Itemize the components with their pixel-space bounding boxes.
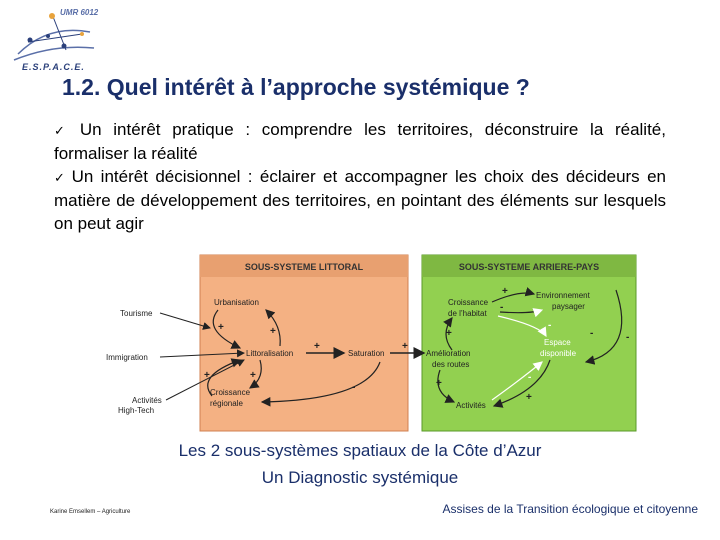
slide-title: 1.2. Quel intérêt à l’approche systémique ? (62, 74, 530, 100)
svg-text:-: - (548, 320, 552, 331)
svg-text:-: - (528, 372, 532, 383)
node-amelioration-1: Amélioration (426, 349, 471, 358)
systemic-diagram (100, 250, 648, 436)
checkmark-icon: ✓ (54, 170, 68, 185)
svg-text:+: + (218, 322, 224, 333)
svg-text:+: + (502, 286, 508, 297)
node-croissance-habitat-2: de l’habitat (448, 309, 487, 318)
svg-text:+: + (436, 378, 442, 389)
node-regionale: régionale (210, 399, 243, 408)
bullet-text: Un intérêt décisionnel : éclairer et accompagner les choix des décideurs en matière de développement des territoires, en pointant des éléments sur lesquels on peut agir (54, 167, 666, 233)
node-espace-2: disponible (540, 349, 577, 358)
bullet-text: Un intérêt pratique : comprendre les territoires, déconstruire la réalité, formaliser la réalité (54, 120, 666, 163)
node-saturation: Saturation (348, 349, 385, 358)
arriere-pays-box (422, 255, 636, 431)
bullet-item (54, 165, 666, 235)
svg-text:+: + (250, 370, 256, 381)
checkmark-icon: ✓ (54, 123, 72, 138)
svg-text:-: - (352, 382, 356, 393)
node-activites: Activités (456, 401, 486, 410)
footer-event: Assises de la Transition écologique et citoyenne (442, 502, 698, 516)
node-environnement-2: paysager (552, 302, 585, 311)
diagram-svg (100, 250, 648, 436)
bullet-list (54, 118, 666, 235)
caption-line-1: Les 2 sous-systèmes spatiaux de la Côte d’Azur (178, 441, 542, 460)
svg-text:+: + (314, 341, 320, 352)
input-activites: Activités (132, 396, 162, 405)
svg-text:+: + (204, 370, 210, 381)
svg-text:+: + (270, 326, 276, 337)
node-littoralisation: Littoralisation (246, 349, 294, 358)
node-espace-1: Espace (544, 338, 571, 347)
bullet-item (54, 118, 666, 165)
input-tourisme: Tourisme (120, 309, 153, 318)
footer-author: Karine Emsellem – Agriculture (50, 509, 131, 515)
svg-text:+: + (402, 341, 408, 352)
input-high-tech: High-Tech (118, 406, 155, 415)
node-croissance-habitat-1: Croissance (448, 298, 489, 307)
arriere-pays-title: SOUS-SYSTEME ARRIERE-PAYS (458, 262, 600, 272)
node-amelioration-2: des routes (432, 360, 470, 369)
svg-text:+: + (526, 392, 532, 403)
node-croissance: Croissance (210, 388, 251, 397)
logo-umr-text: UMR 6012 (60, 8, 99, 17)
littoral-title: SOUS-SYSTEME LITTORAL (244, 262, 364, 272)
svg-text:-: - (626, 332, 630, 343)
logo-name-text: E.S.P.A.C.E. (22, 62, 85, 72)
svg-text:-: - (590, 328, 594, 339)
caption-line-2: Un Diagnostic systémique (261, 468, 459, 487)
svg-text:-: - (500, 302, 504, 313)
input-immigration: Immigration (106, 353, 148, 362)
svg-text:+: + (446, 328, 452, 339)
node-urbanisation: Urbanisation (214, 298, 259, 307)
node-environnement-1: Environnement (536, 291, 590, 300)
